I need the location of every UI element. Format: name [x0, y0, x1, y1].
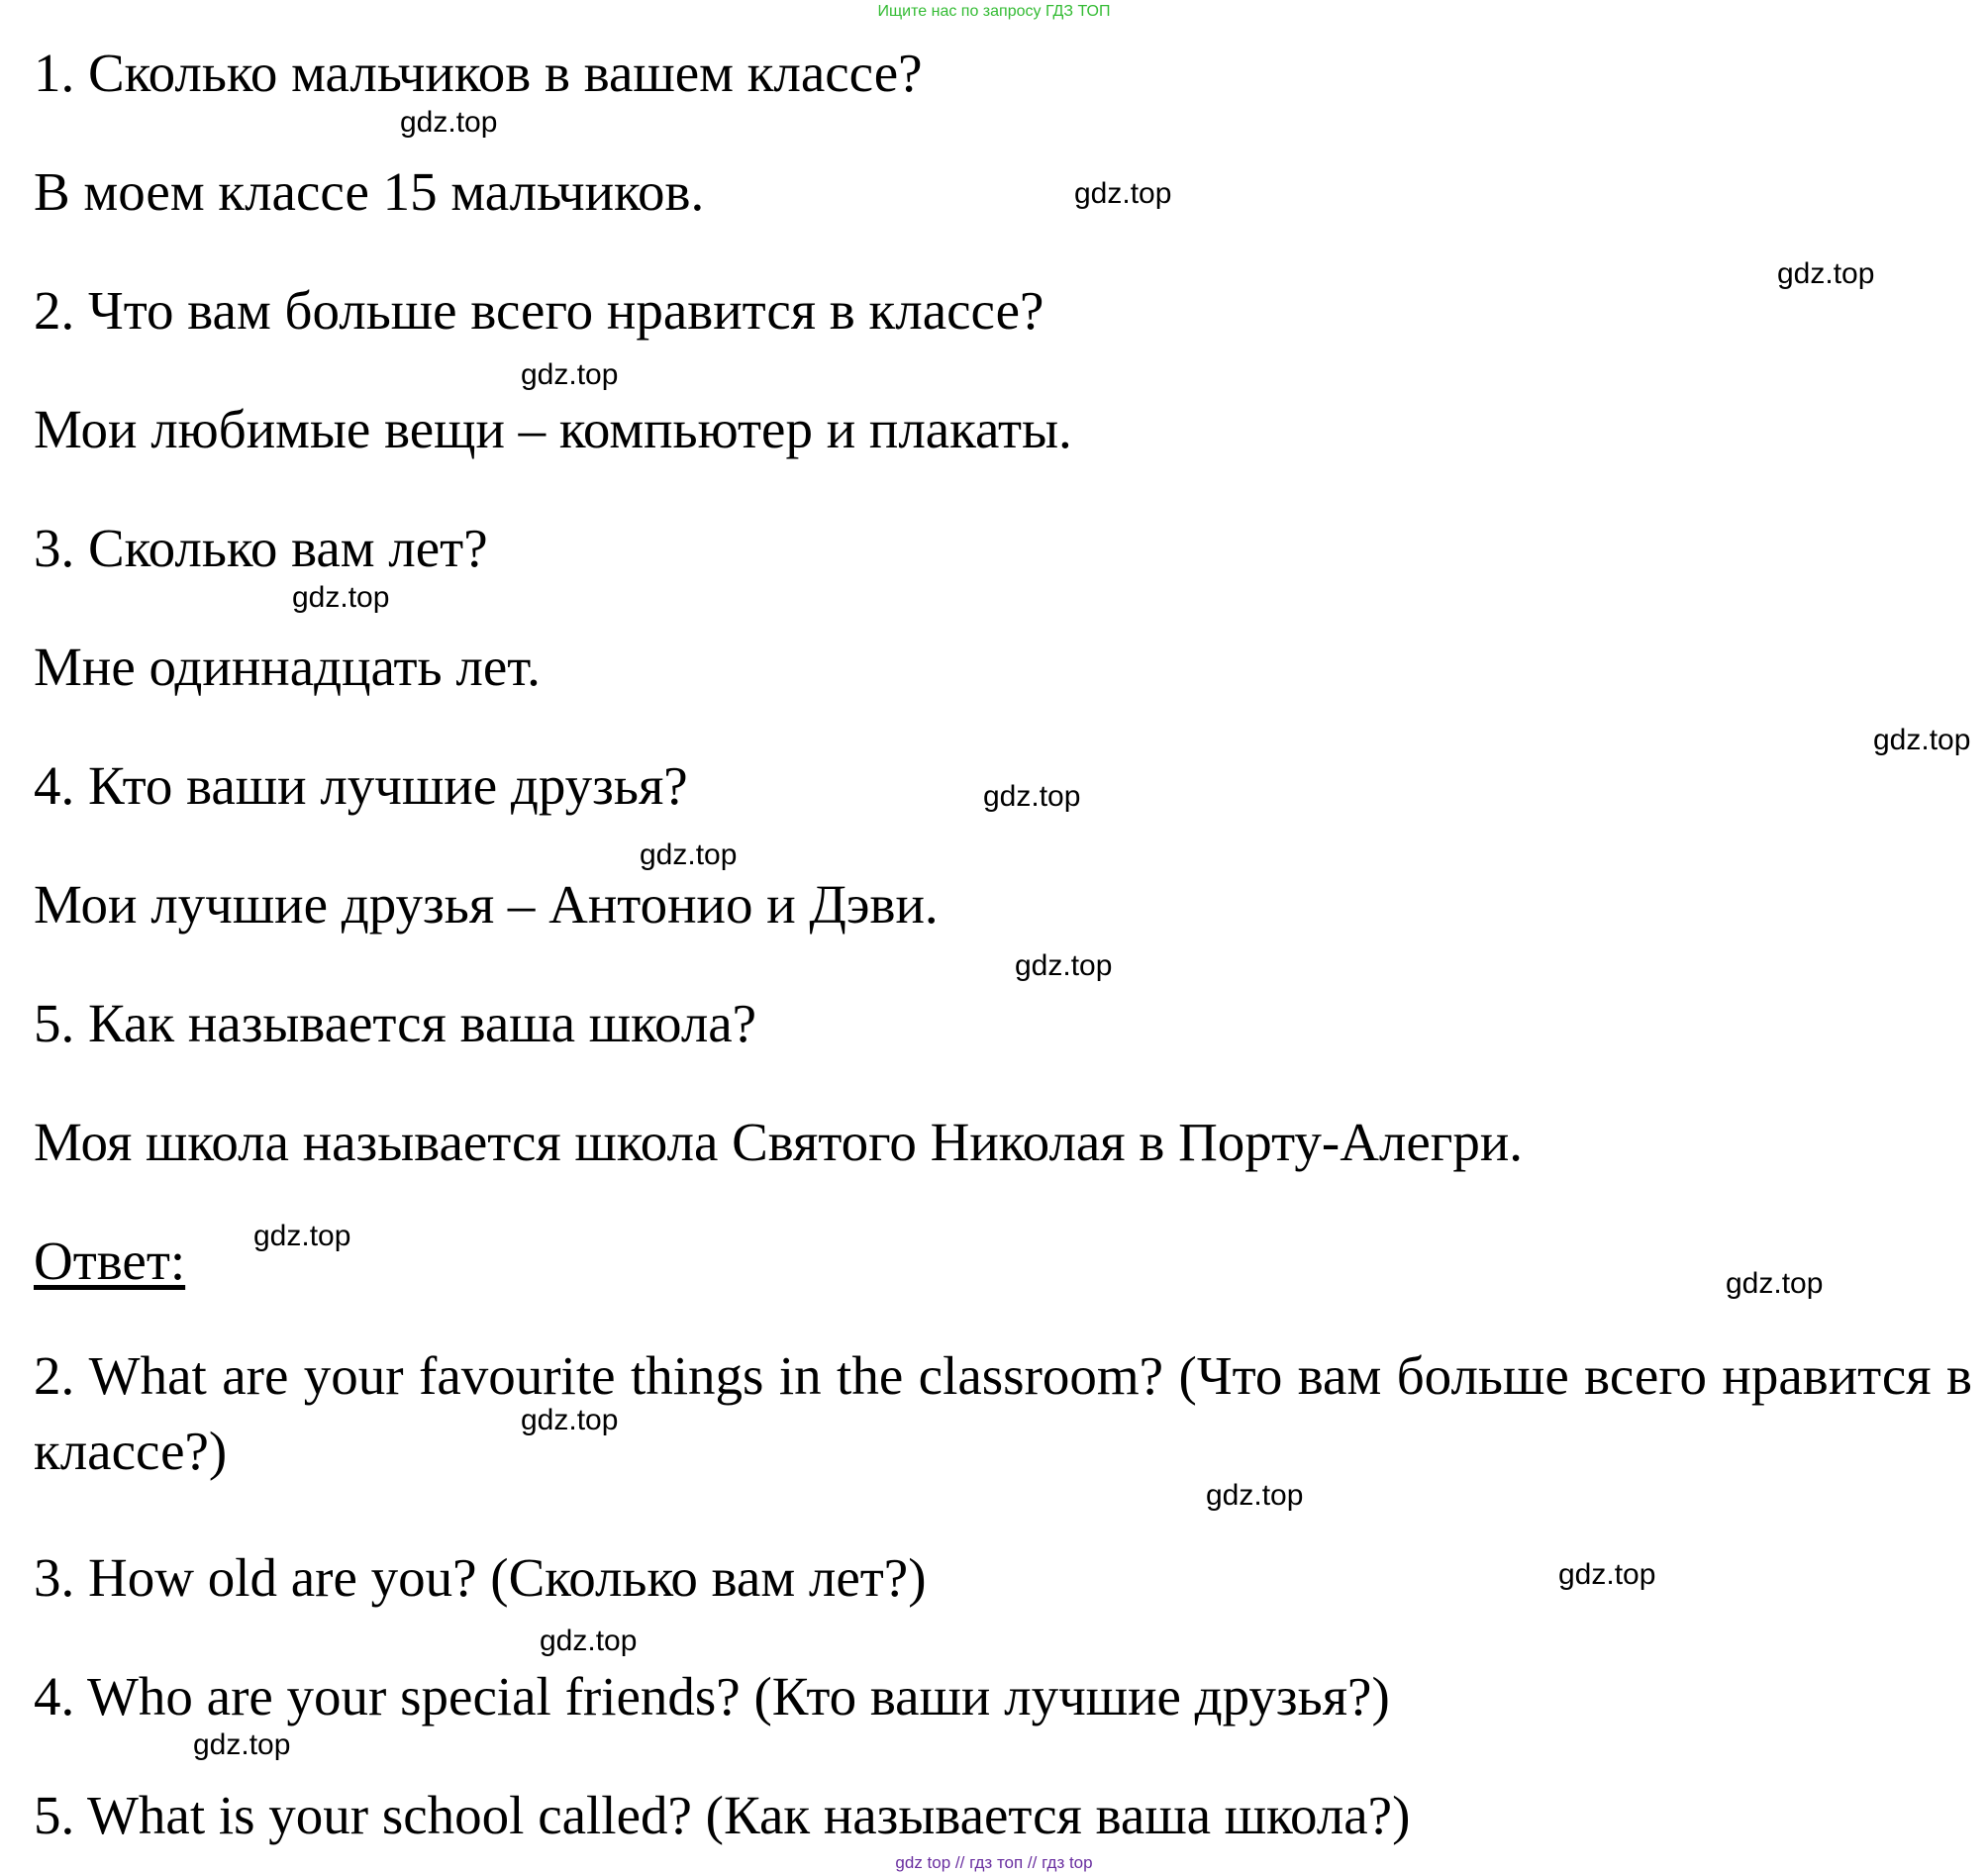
question-1: 1. Сколько мальчиков в вашем классе?	[34, 43, 923, 103]
english-answer-4: 4. Who are your special friends? (Кто ваши лучшие друзья?)	[34, 1666, 1390, 1726]
watermark: gdz.top	[1777, 257, 1875, 290]
watermark: gdz.top	[1726, 1267, 1824, 1300]
watermark: gdz.top	[540, 1625, 638, 1657]
watermark: gdz.top	[521, 358, 619, 391]
english-answer-2: 2. What are your favourite things in the classroom? (Что вам больше всего нравится в классе?)	[34, 1345, 1972, 1481]
answer-2: Мои любимые вещи – компьютер и плакаты.	[34, 399, 1072, 459]
watermark: gdz.top	[253, 1220, 351, 1252]
top-banner: Ищите нас по запросу ГДЗ ТОП	[877, 3, 1111, 20]
watermark: gdz.top	[193, 1728, 291, 1761]
watermark: gdz.top	[983, 780, 1081, 813]
english-answer-5: 5. What is your school called? (Как называется ваша школа?)	[34, 1785, 1411, 1845]
answer-3: Мне одиннадцать лет.	[34, 637, 541, 697]
question-5: 5. Как называется ваша школа?	[34, 993, 757, 1053]
question-2: 2. Что вам больше всего нравится в классе?	[34, 280, 1044, 341]
watermark: gdz.top	[521, 1404, 619, 1436]
watermark: gdz.top	[1015, 949, 1113, 982]
answer-1: В моем классе 15 мальчиков.	[34, 161, 705, 222]
answer-4: Мои лучшие друзья – Антонио и Дэви.	[34, 874, 939, 935]
watermark: gdz.top	[1873, 724, 1971, 756]
question-3: 3. Сколько вам лет?	[34, 518, 488, 578]
english-answer-3: 3. How old are you? (Сколько вам лет?)	[34, 1547, 927, 1608]
bottom-banner: gdz top // гдз топ // гдз top	[895, 1853, 1093, 1872]
answer-heading: Ответ:	[34, 1231, 186, 1291]
watermark: gdz.top	[1074, 177, 1172, 210]
watermark: gdz.top	[1558, 1558, 1656, 1591]
answer-5: Моя школа называется школа Святого Николая в Порту-Алегри.	[34, 1112, 1524, 1172]
watermark: gdz.top	[400, 106, 498, 139]
watermark: gdz.top	[1206, 1479, 1304, 1512]
watermark: gdz.top	[292, 581, 390, 614]
question-4: 4. Кто ваши лучшие друзья?	[34, 755, 688, 816]
watermark: gdz.top	[640, 838, 738, 871]
